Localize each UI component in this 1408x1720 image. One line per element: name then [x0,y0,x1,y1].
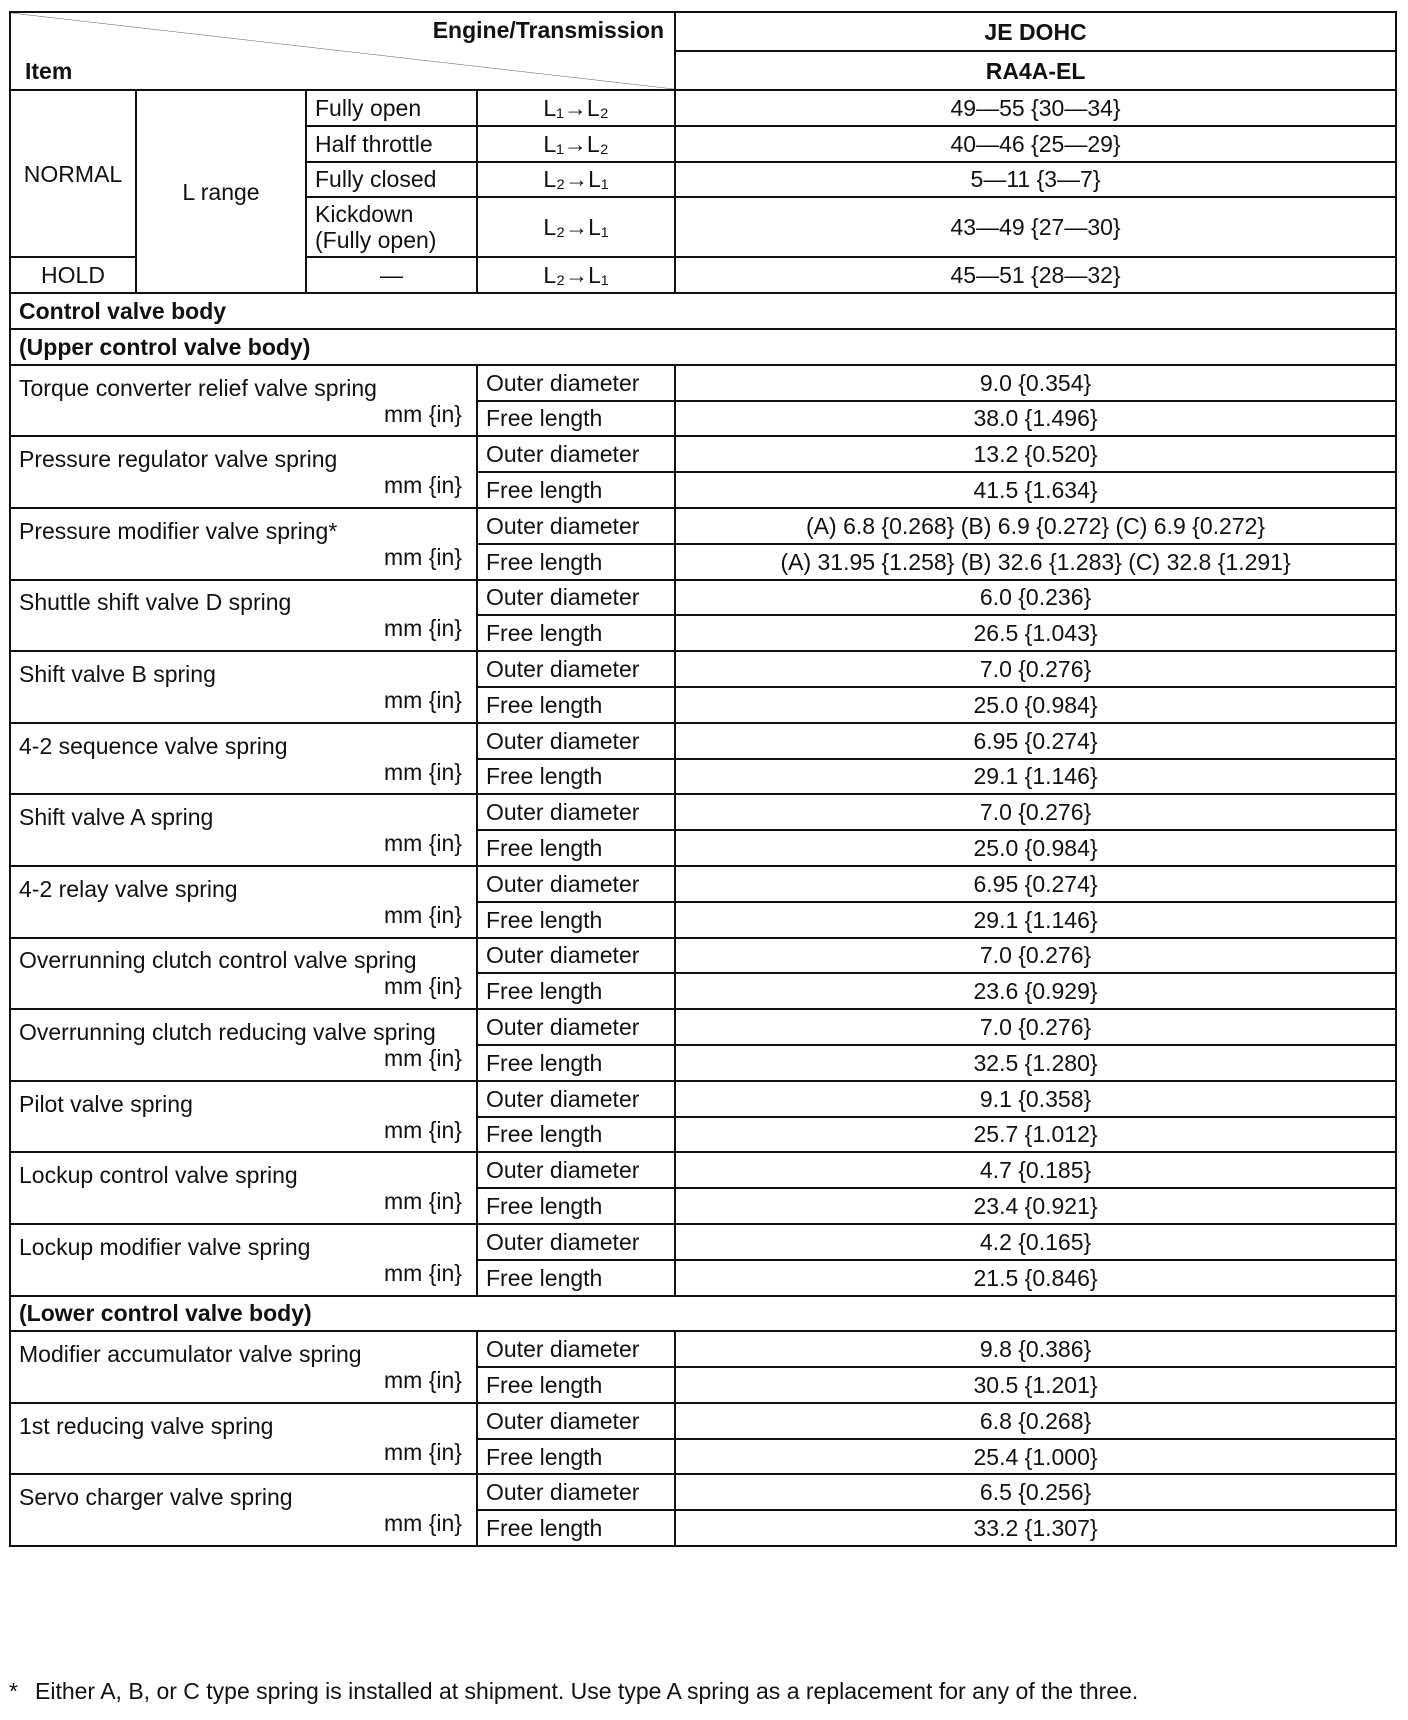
spring-unit: mm {in} [384,1367,462,1394]
footnote-mark: * [9,1678,18,1704]
free-length-value: 25.0 {0.984} [675,830,1396,866]
outer-diameter-value: 6.5 {0.256} [675,1474,1396,1510]
shift-value: 5—11 {3—7} [675,162,1396,198]
outer-diameter-label: Outer diameter [477,794,675,830]
control-valve-body-heading: Control valve body [10,293,1396,329]
outer-diameter-value: 9.1 {0.358} [675,1081,1396,1117]
outer-diameter-value: 4.7 {0.185} [675,1152,1396,1188]
free-length-label: Free length [477,401,675,437]
free-length-value: 41.5 {1.634} [675,472,1396,508]
spring-name: Modifier accumulator valve spring [19,1341,362,1368]
spring-name: 4-2 sequence valve spring [19,732,288,759]
free-length-value: 23.6 {0.929} [675,973,1396,1009]
free-length-value: 30.5 {1.201} [675,1367,1396,1403]
outer-diameter-label: Outer diameter [477,508,675,544]
spring-unit: mm {in} [384,901,462,928]
spring-name: Pilot valve spring [19,1090,193,1117]
spring-row [10,938,1396,974]
spring-row [10,1081,1396,1117]
spring-row [10,1009,1396,1045]
shift-value: 43—49 {27—30} [675,197,1396,257]
spring-name: Shift valve A spring [19,804,214,831]
outer-diameter-value: 6.95 {0.274} [675,866,1396,902]
outer-diameter-label: Outer diameter [477,1224,675,1260]
outer-diameter-value: 6.95 {0.274} [675,723,1396,759]
spring-name-cell [10,866,477,938]
outer-diameter-value: 9.0 {0.354} [675,365,1396,401]
spring-name-cell [10,723,477,795]
outer-diameter-label: Outer diameter [477,1081,675,1117]
spring-name-cell [10,1331,477,1403]
engine-transmission-label: Engine/Transmission [432,17,665,43]
shift-text: L₁→L₂ [543,94,609,121]
section-row [10,1296,1396,1332]
outer-diameter-value: 6.8 {0.268} [675,1403,1396,1439]
shift-label: L₁→L₂ [477,126,675,162]
spring-name-cell [10,436,477,508]
spring-row [10,1403,1396,1439]
outer-diameter-label: Outer diameter [477,866,675,902]
spring-row [10,1224,1396,1260]
spring-name: Torque converter relief valve spring [19,374,377,401]
section-row [10,329,1396,365]
lower-springs [10,1331,1396,1546]
spring-name: Overrunning clutch control valve spring [19,947,417,974]
shift-value: 40—46 {25—29} [675,126,1396,162]
spring-name-cell [10,1224,477,1296]
free-length-label: Free length [477,1260,675,1296]
free-length-label: Free length [477,472,675,508]
item-label: Item [25,58,73,84]
spring-name: Shuttle shift valve D spring [19,589,292,616]
spring-unit: mm {in} [384,686,462,713]
outer-diameter-label: Outer diameter [477,723,675,759]
spring-name-cell [10,580,477,652]
free-length-label: Free length [477,615,675,651]
free-length-label: Free length [477,1188,675,1224]
spring-unit: mm {in} [384,1044,462,1071]
spring-unit: mm {in} [384,758,462,785]
outer-diameter-value: 6.0 {0.236} [675,580,1396,616]
spring-name-cell [10,508,477,580]
spring-row [10,866,1396,902]
outer-diameter-value: 4.2 {0.165} [675,1224,1396,1260]
transmission-header: RA4A-EL [675,51,1396,90]
free-length-value: 29.1 {1.146} [675,759,1396,795]
shift-value: 45—51 {28—32} [675,257,1396,293]
free-length-value: 25.0 {0.984} [675,687,1396,723]
free-length-value: 26.5 {1.043} [675,615,1396,651]
spring-unit: mm {in} [384,830,462,857]
spring-row [10,794,1396,830]
shift-value: 49—55 {30—34} [675,90,1396,126]
outer-diameter-label: Outer diameter [477,365,675,401]
spring-unit: mm {in} [384,615,462,642]
free-length-label: Free length [477,687,675,723]
spring-name: Shift valve B spring [19,660,216,687]
free-length-value: 23.4 {0.921} [675,1188,1396,1224]
spring-row [10,1474,1396,1510]
footnote-text: Either A, B, or C type spring is installed at shipment. Use type A spring as a replacement for any of the three. [35,1678,1139,1704]
lower-section-heading: (Lower control valve body) [10,1296,1396,1332]
normal-label: NORMAL [10,90,136,257]
upper-section-heading: (Upper control valve body) [10,329,1396,365]
free-length-label: Free length [477,1510,675,1546]
spring-unit: mm {in} [384,543,462,570]
spring-row [10,365,1396,401]
throttle-label: Fully closed [306,162,477,198]
spring-name-cell [10,1152,477,1224]
spring-name-cell [10,794,477,866]
spring-row [10,651,1396,687]
header-row-1 [10,12,1396,51]
spring-row [10,723,1396,759]
spring-name: 1st reducing valve spring [19,1412,274,1439]
free-length-value: 32.5 {1.280} [675,1045,1396,1081]
throttle-label: Half throttle [306,126,477,162]
free-length-label: Free length [477,544,675,580]
spring-row [10,580,1396,616]
spring-name-cell [10,651,477,723]
outer-diameter-value: 13.2 {0.520} [675,436,1396,472]
free-length-label: Free length [477,1117,675,1153]
outer-diameter-label: Outer diameter [477,1403,675,1439]
spring-unit: mm {in} [384,1188,462,1215]
free-length-label: Free length [477,1367,675,1403]
free-length-label: Free length [477,1045,675,1081]
engine-header: JE DOHC [675,12,1396,51]
section-row [10,293,1396,329]
spring-name-cell [10,365,477,437]
free-length-value: 29.1 {1.146} [675,902,1396,938]
spring-name-cell [10,1403,477,1475]
spring-unit: mm {in} [384,1438,462,1465]
spring-row [10,508,1396,544]
spring-row [10,1152,1396,1188]
outer-diameter-value: 7.0 {0.276} [675,1009,1396,1045]
footnote [9,1678,1399,1705]
spring-row [10,436,1396,472]
outer-diameter-label: Outer diameter [477,1009,675,1045]
spring-name: Overrunning clutch reducing valve spring [19,1018,436,1045]
spring-unit: mm {in} [384,973,462,1000]
spring-name: Lockup modifier valve spring [19,1233,311,1260]
spring-name-cell [10,1081,477,1153]
upper-springs [10,365,1396,1296]
spring-name: Servo charger valve spring [19,1484,293,1511]
hold-label: HOLD [10,257,136,293]
throttle-label: Kickdown (Fully open) [306,197,477,257]
free-length-value: (A) 31.95 {1.258} (B) 32.6 {1.283} (C) 32.8 {1.291} [675,544,1396,580]
outer-diameter-label: Outer diameter [477,580,675,616]
free-length-label: Free length [477,830,675,866]
free-length-value: 25.7 {1.012} [675,1117,1396,1153]
spring-name: Lockup control valve spring [19,1162,298,1189]
outer-diameter-label: Outer diameter [477,1474,675,1510]
spring-name-cell [10,938,477,1010]
free-length-value: 38.0 {1.496} [675,401,1396,437]
spring-name-cell [10,1474,477,1546]
spring-name: 4-2 relay valve spring [19,875,238,902]
free-length-value: 25.4 {1.000} [675,1439,1396,1475]
outer-diameter-label: Outer diameter [477,1331,675,1367]
spring-name: Pressure regulator valve spring [19,446,338,473]
outer-diameter-value: (A) 6.8 {0.268} (B) 6.9 {0.272} (C) 6.9 {0.272} [675,508,1396,544]
header-diagonal-cell [10,12,675,90]
spring-unit: mm {in} [384,400,462,427]
free-length-label: Free length [477,902,675,938]
outer-diameter-label: Outer diameter [477,436,675,472]
outer-diameter-value: 7.0 {0.276} [675,651,1396,687]
free-length-value: 21.5 {0.846} [675,1260,1396,1296]
outer-diameter-value: 7.0 {0.276} [675,794,1396,830]
outer-diameter-value: 7.0 {0.276} [675,938,1396,974]
free-length-label: Free length [477,759,675,795]
shift-label: L₂→L₁ [477,257,675,293]
shift-row [10,90,1396,126]
spring-name-cell [10,1009,477,1081]
outer-diameter-value: 9.8 {0.386} [675,1331,1396,1367]
shift-label: L₂→L₁ [477,197,675,257]
outer-diameter-label: Outer diameter [477,651,675,687]
spring-row [10,1331,1396,1367]
free-length-label: Free length [477,973,675,1009]
outer-diameter-label: Outer diameter [477,1152,675,1188]
spring-unit: mm {in} [384,1259,462,1286]
spring-name: Pressure modifier valve spring* [19,517,338,544]
spring-unit: mm {in} [384,1510,462,1537]
spring-unit: mm {in} [384,472,462,499]
range-label: L range [136,90,306,293]
shift-label [477,90,675,126]
spring-unit: mm {in} [384,1116,462,1143]
outer-diameter-label: Outer diameter [477,938,675,974]
spec-table [9,11,1397,1547]
shift-label: L₂→L₁ [477,162,675,198]
free-length-value: 33.2 {1.307} [675,1510,1396,1546]
throttle-label: Fully open [306,90,477,126]
free-length-label: Free length [477,1439,675,1475]
throttle-label: — [306,257,477,293]
